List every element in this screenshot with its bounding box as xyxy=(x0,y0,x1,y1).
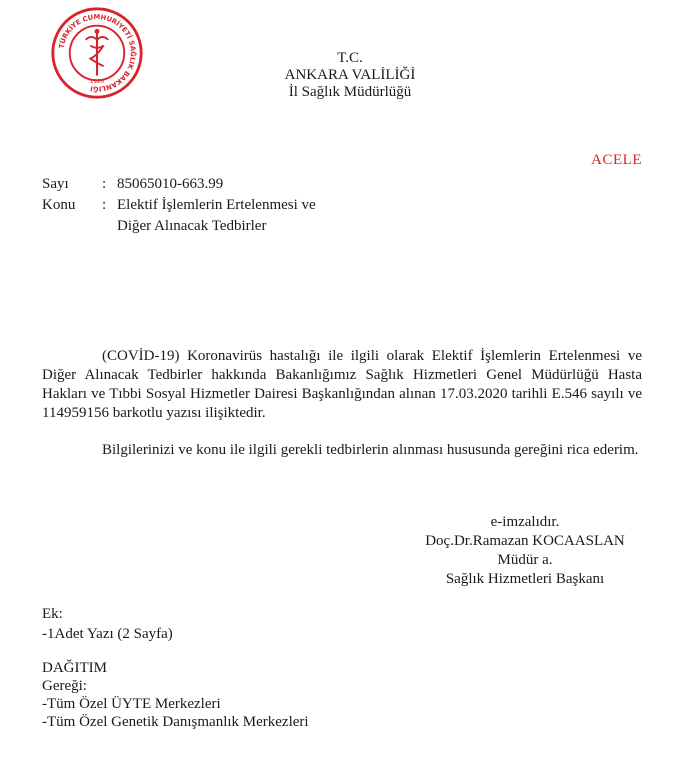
attachments-label: Ek: xyxy=(42,606,63,622)
subject-colon: : xyxy=(102,197,107,213)
number-row xyxy=(42,174,377,195)
distribution-item: -Tüm Özel ÜYTE Merkezleri xyxy=(42,696,221,712)
attachments-block xyxy=(42,604,173,644)
letterhead xyxy=(170,50,530,101)
distribution-label: DAĞITIM xyxy=(42,660,107,676)
signer-title-2: Sağlık Hizmetleri Başkanı xyxy=(445,571,605,587)
subject-row xyxy=(42,195,377,216)
urgent-label: ACELE xyxy=(591,152,642,168)
header-governorship: ANKARA VALİLİĞİ xyxy=(284,67,416,83)
header-tc: T.C. xyxy=(337,50,363,66)
distribution-item: -Tüm Özel Genetik Danışmanlık Merkezleri xyxy=(42,714,309,730)
seal-year-text: 1920 xyxy=(89,79,105,86)
esignature-note: e-imzalıdır. xyxy=(490,514,560,530)
ministry-of-health-seal-logo xyxy=(50,6,144,100)
number-value: 85065010-663.99 xyxy=(117,176,224,192)
body-paragraph-2: Bilgilerinizi ve konu ile ilgili gerekli tedbirlerin alınması hususunda gereğini rica ederim. xyxy=(102,442,639,458)
subject-value-line1: Elektif İşlemlerin Ertelenmesi ve xyxy=(117,197,316,213)
number-label: Sayı xyxy=(42,176,69,192)
signer-name: Doç.Dr.Ramazan KOCAASLAN xyxy=(425,533,625,549)
subject-label: Konu xyxy=(42,197,76,213)
distribution-block xyxy=(42,659,309,731)
signature-block xyxy=(410,513,640,589)
signer-title-1: Müdür a. xyxy=(497,552,553,568)
document-meta xyxy=(42,174,377,237)
attachment-item: -1Adet Yazı (2 Sayfa) xyxy=(42,626,173,642)
body-paragraph-1: (COVİD-19) Koronavirüs hastalığı ile ilgili olarak Elektif İşlemlerin Ertelenmesi ve Diğer Alınacak Tedbirler hakkında Bakanlığımız Sağlık Hizmetleri Genel Müdürlüğü Hasta Hakları ve Tıbbi Sosyal Hizmetler Dairesi Başkanlığından alınan 17.03.2020 tarihli E.546 sayılı ve 114959156 barkotlu yazısı ilişiktedir. xyxy=(42,348,642,421)
svg-text:TÜRKİYE CUMHURİYETİ SAĞLIK BAK: TÜRKİYE CUMHURİYETİ SAĞLIK BAKANLIĞI xyxy=(57,13,137,93)
header-directorate: İl Sağlık Müdürlüğü xyxy=(288,84,412,100)
distribution-sub-label: Gereği: xyxy=(42,678,87,694)
subject-value-line2: Diğer Alınacak Tedbirler xyxy=(117,218,267,234)
number-colon: : xyxy=(102,176,107,192)
